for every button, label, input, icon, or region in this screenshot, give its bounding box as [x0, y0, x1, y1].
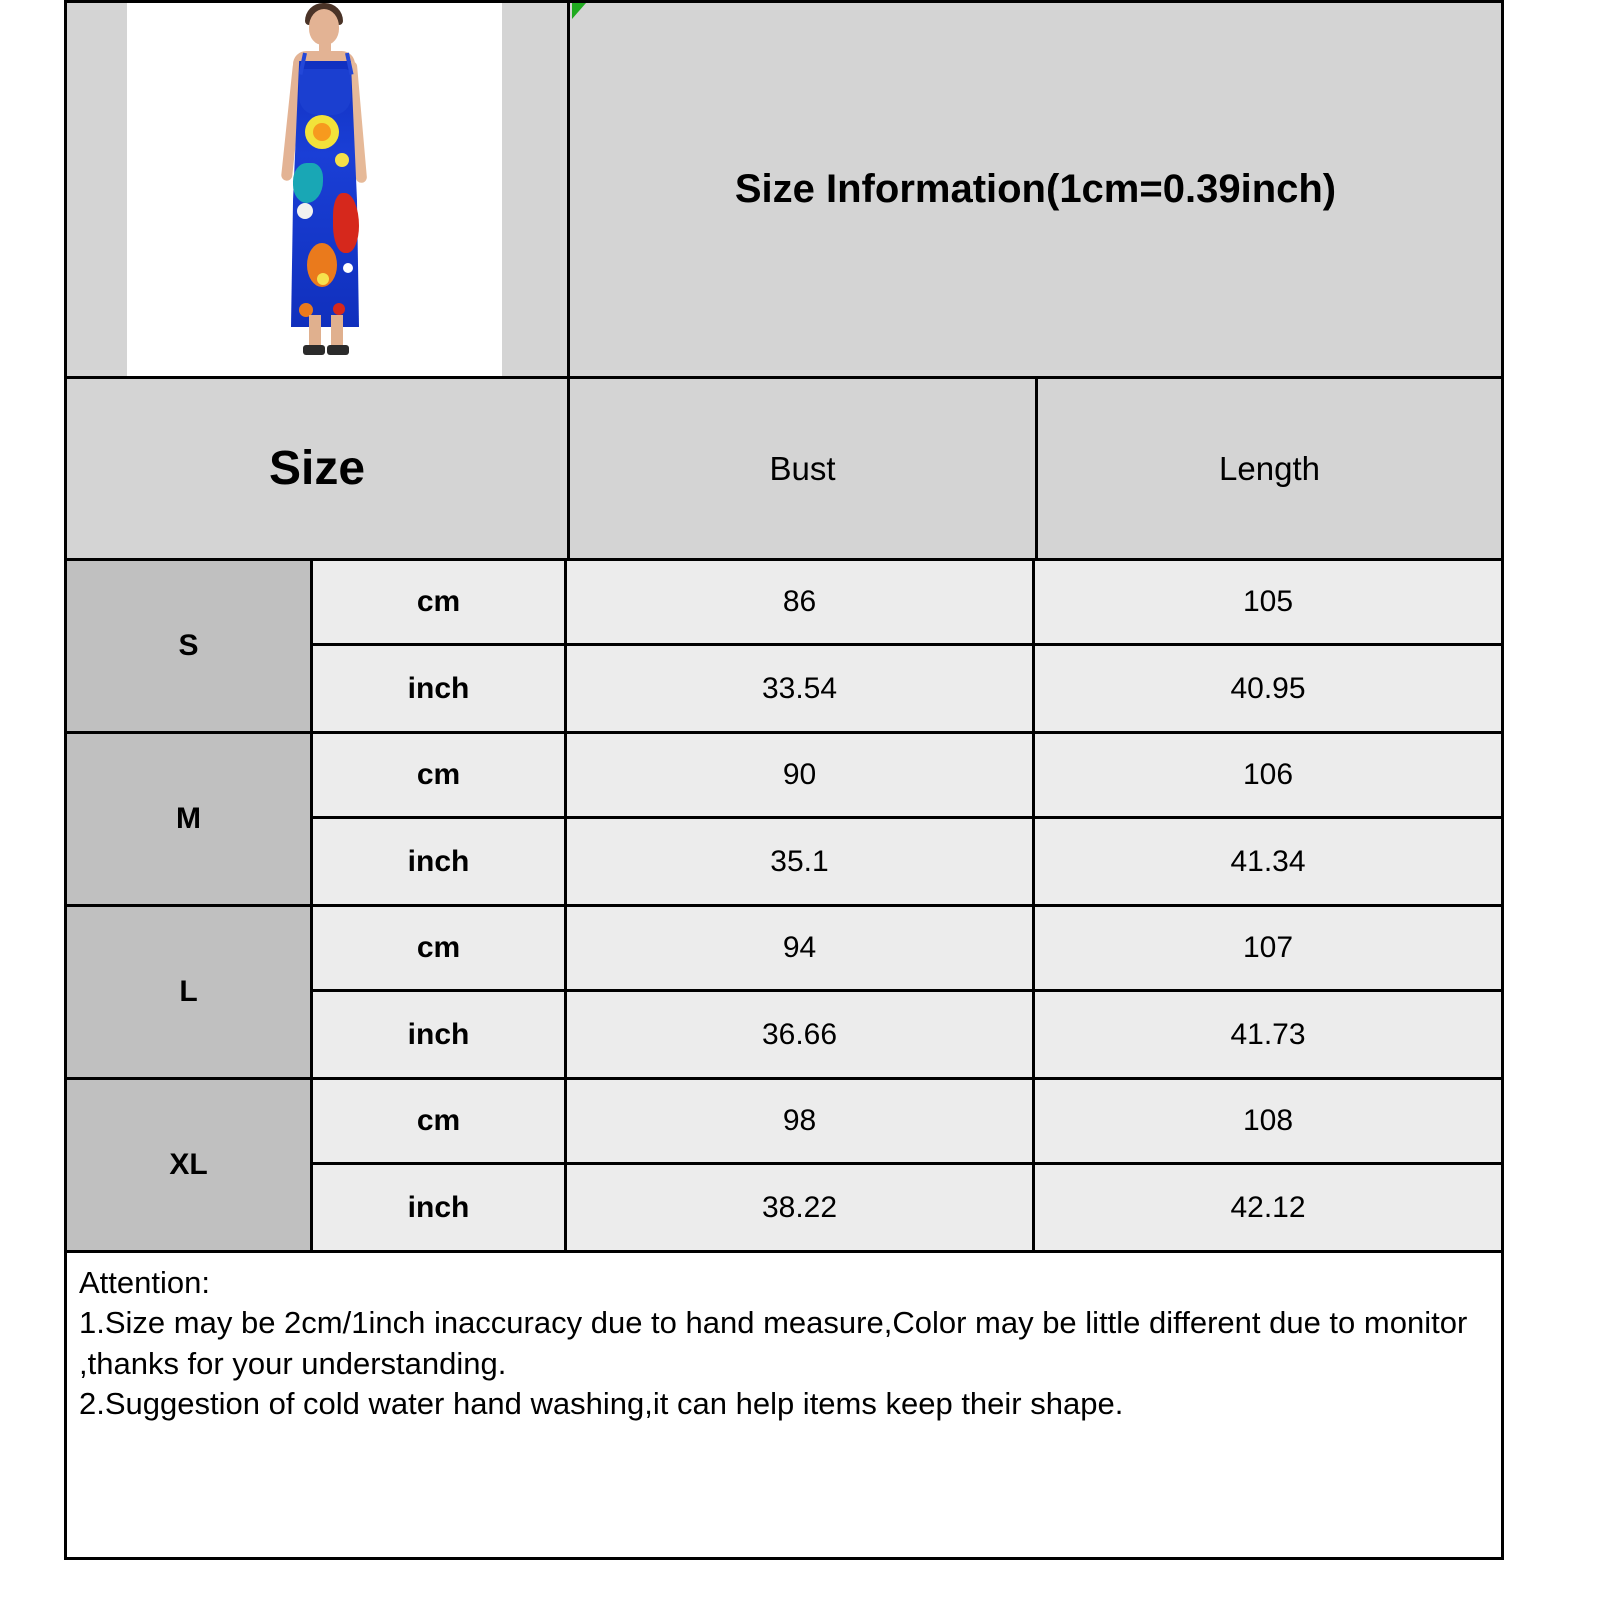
- product-image-cell: [67, 3, 570, 376]
- bust-value: 36.66: [567, 992, 1035, 1077]
- unit-label-inch: inch: [313, 1165, 567, 1250]
- size-label-m: M: [67, 734, 313, 904]
- size-m-cm-row: [313, 734, 1501, 819]
- title-cell: [570, 3, 1501, 376]
- bust-value: 35.1: [567, 819, 1035, 904]
- bust-value: 94: [567, 907, 1035, 989]
- table-row: [67, 561, 1501, 734]
- print-white-shape: [297, 203, 313, 219]
- unit-label-cm: cm: [313, 734, 567, 816]
- attention-heading: Attention:: [79, 1265, 210, 1300]
- green-corner-marker: [572, 3, 586, 19]
- print-sun-core: [313, 123, 331, 141]
- size-l-inch-row: [313, 992, 1501, 1077]
- table-row: [67, 1080, 1501, 1253]
- size-s-inch-row: [313, 646, 1501, 731]
- size-xl-cm-row: [313, 1080, 1501, 1165]
- column-header-row: [67, 379, 1501, 561]
- size-label-xl: XL: [67, 1080, 313, 1250]
- print-yellow-dot: [335, 153, 349, 167]
- size-xl-inch-row: [313, 1165, 1501, 1250]
- column-header-length: Length: [1219, 449, 1320, 487]
- model-left-leg: [309, 315, 321, 349]
- bust-value: 90: [567, 734, 1035, 816]
- length-value: 105: [1035, 561, 1501, 643]
- model-left-shoe: [303, 345, 325, 355]
- size-label-s: S: [67, 561, 313, 731]
- product-photo: [127, 3, 502, 376]
- size-xl-measurements: [313, 1080, 1501, 1250]
- length-value: 108: [1035, 1080, 1501, 1162]
- length-value: 41.34: [1035, 819, 1501, 904]
- print-dot-2: [343, 263, 353, 273]
- unit-label-inch: inch: [313, 646, 567, 731]
- bust-value: 86: [567, 561, 1035, 643]
- size-chart-sheet: [64, 0, 1504, 1560]
- bust-value: 33.54: [567, 646, 1035, 731]
- size-s-measurements: [313, 561, 1501, 731]
- length-value: 40.95: [1035, 646, 1501, 731]
- size-s-cm-row: [313, 561, 1501, 646]
- unit-label-cm: cm: [313, 1080, 567, 1162]
- print-dot-4: [333, 303, 345, 315]
- length-value: 107: [1035, 907, 1501, 989]
- unit-label-cm: cm: [313, 907, 567, 989]
- length-value: 42.12: [1035, 1165, 1501, 1250]
- table-row: [67, 734, 1501, 907]
- model-head: [309, 9, 339, 45]
- attention-line-1: 1.Size may be 2cm/1inch inaccuracy due to hand measure,Color may be little different due to monitor ,thanks for your understanding.: [79, 1305, 1476, 1381]
- page-title: Size Information(1cm=0.39inch): [734, 167, 1337, 211]
- model-illustration: [247, 3, 397, 376]
- attention-block: [67, 1253, 1501, 1557]
- length-value: 41.73: [1035, 992, 1501, 1077]
- model-right-shoe: [327, 345, 349, 355]
- size-m-inch-row: [313, 819, 1501, 904]
- column-header-bust: Bust: [570, 379, 1038, 558]
- size-table-body: [67, 561, 1501, 1253]
- bust-value: 98: [567, 1080, 1035, 1162]
- unit-label-cm: cm: [313, 561, 567, 643]
- size-l-measurements: [313, 907, 1501, 1077]
- size-l-cm-row: [313, 907, 1501, 992]
- attention-line-2: 2.Suggestion of cold water hand washing,it can help items keep their shape.: [79, 1385, 1124, 1421]
- unit-label-inch: inch: [313, 819, 567, 904]
- table-row: [67, 907, 1501, 1080]
- length-value: 106: [1035, 734, 1501, 816]
- unit-label-inch: inch: [313, 992, 567, 1077]
- dress-bodice: [299, 69, 351, 115]
- header-row: [67, 3, 1501, 379]
- print-dot-1: [317, 273, 329, 285]
- column-header-size: Size: [67, 379, 570, 558]
- size-label-l: L: [67, 907, 313, 1077]
- bust-value: 38.22: [567, 1165, 1035, 1250]
- model-right-leg: [331, 315, 343, 349]
- size-m-measurements: [313, 734, 1501, 904]
